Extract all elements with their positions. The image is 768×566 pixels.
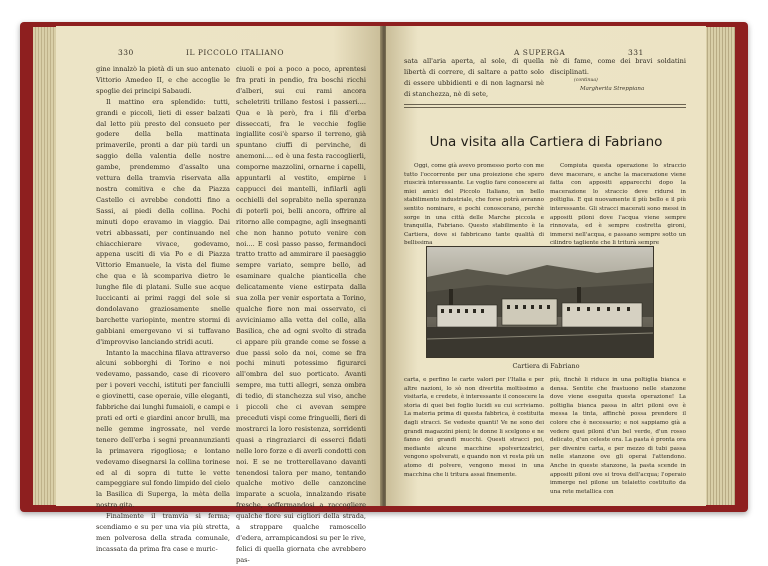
- left-page: [56, 26, 382, 564]
- paragraph: ciuoli e poi a poco a poco, aprentesi fra prati in pendio, fra boschi ricchi d'alberi, sui cui rami ancora scheletriti trillano festosi i passeri.... Qua e là però, fra i fili d'erba disseccati, fra le vecchie foglie ingiallite cosi'è sparso il terreno, già spuntano ciuffi di pervinche, di anemoni.... ed è una festa raccoglierli, comporne mazzolini, ornarne i capelli, appuntarli al vestito, empirne i cappucci dei mantelli, infilarli agli occhielli del soprabito nella speranza di poterli poi, belli ancora, offrire al ritorno alle compagne, agli insegnanti che non hanno potuto venire con noi.... E così passo passo, fermandoci tratto tratto ad ammirare il paesaggio sempre variato, sempre bello, ad esaminare qualche pianticella che delicatamente viene estirpata dalla sua zolla per venir esportata a Torino, qualche fiore non mai osservato, ci avviciniamo alla vetta del colle, alla Basilica, che ad ogni svolto di strada ci appare più grande come se fosse a due passi solo da noi, come se fra pochi minuti potessimo figurarci all'ombra del suo porticato. Avanti sempre, ma tutti allegri, senza ombra di tedio, di stanchezza sul viso, anche i piccoli che ci avevan sempre preceduti vispi come fringuelli, fieri di mostrarci la loro resistenza, sorridenti quasi a ringraziarci di esserci fidati nelle loro forze e di averli condotti con noi. E se ne trotterellavano davanti tenendosi talora per mano, tentando qualche motivo delle canzoncine imparate a scuola, innalzando risate fresche, soffermandosi a raccogliere qualche fiore sui cigliori della strada, a strappare qualche ramoscello d'edera, arrampicandosi su per le rive, felici di quella giornata che avrebbero pas-: [236, 65, 366, 564]
- right-running-head: A SUPERGA: [514, 48, 566, 57]
- left-column-2: [236, 64, 366, 566]
- right-page: [386, 26, 706, 506]
- right-page-edges: [705, 27, 735, 505]
- article-title: Una visita alla Cartiera di Fabriano: [429, 134, 663, 150]
- continues-note: (continua): [574, 78, 598, 83]
- left-column-1: [96, 64, 230, 555]
- factory-illustration: [427, 247, 653, 357]
- right-page-number: 331: [628, 48, 644, 57]
- paragraph: Il mattino era splendido: tutti, grandi e piccoli, lieti di esser balzati dal letto più presto del consueto per godere della bella mattinata primaverile, pronti a dar più tardi un saggio della valentia delle nostre gambe, prendemmo d'assalto una vettura della tramvia riservata alla nostra comitiva e che da Piazza Castello ci avrebbe condotti fino a Sassi, ai piedi della collina. Pochi minuti dopo eravamo in viaggio. Dai vetri abbassati, per continuando nel chiacchierare vivace, godevamo, appena usciti di via Po e di Piazza Vittorio Emanuele, la vista del fiume che qua e là scompariva dietro le lunghe file di platani. Sulle sue acque luccicanti ai primi raggi del sole si dondolavano graziosamente snelle barchette variopinte, mentre stormi di gabbiani emergevano vi si tuffavano d'improvviso lanciando stridi acuti.: [96, 97, 230, 346]
- left-running-head: IL PICCOLO ITALIANO: [186, 48, 285, 57]
- article-body-col2: più, finchè li riduce in una poltiglia bianca e densa. Sentite che frastuono nelle stanzone dove viene eseguita questa operazione! La poltiglia bianca passa in altri piloni ove è messa la tinta, affinchè possa prendere il colore che è necessario; e noi sappiamo già a vedere quei piloni d'un bel verde, d'un rosso delicato, d'un celeste ora. La pasta è pronta ora per divenire carta, e per mezzo di tubi passa nelle stanzone ove gli operai l'attendono. Anche in queste stanzone, la pasta scende in appositi piloni ove si trova dell'acqua; l'operaio immerge nel pilone un telaietto costituito da una rete metallica con: [550, 377, 686, 495]
- story-ending-col1: sata all'aria aperta, al sole, di quella libertà di correre, di saltare a patto solo di essere ubbidienti e di non lagnarsi nè di stanchezza, nè di sete,: [404, 57, 544, 98]
- divider: [404, 104, 686, 105]
- article-intro-col1: Oggi, come già avevo promesso porto con me tutto l'occorrente per una proiezione che spero riuscirà interessante. Le voglio fare conoscere ai miei amici del Piccolo Italiano, un bello stabilimento industriale, che forse potrà avranno sentito nominare, e pochi conoscerano, perchè sorge in una città delle Marche piccola e tranquilla, Fabriano. Questo stabilimento è la Cartiera, dove si fabbricano tante qualità di bellissima: [404, 163, 544, 247]
- author-signature: Margherita Streppiana: [580, 86, 645, 92]
- factory-photo: [426, 246, 654, 358]
- story-ending-col2: nè di fame, come dei bravi soldatini disciplinati.: [550, 57, 686, 76]
- divider: [404, 107, 686, 108]
- paragraph: gine innalzò la pietà di un suo antenato Vittorio Amedeo II, e che accoglie le spoglie dei principi Sabaudi.: [96, 65, 230, 95]
- paragraph: Intanto la macchina filava attraverso alcuni sobborghi di Torino e noi vedevamo, passando, case di ricovero per i poveri vecchi, istituti per fanciulli e giovinetti, case operaie, ville eleganti, fabbriche dai lunghi fumaioli, e campi e prati ed orti e giardini ancor brulli, ma nelle gemme ingrossate, nel verde tenero dell'erba i segni preannunzianti la primavera rigogliosa; e lontano vedevamo disegnarsi la collina torinese ed al di sopra di tutte le vette campeggiare sul fondo limpido del cielo la Basilica di Superga, la mèta della nostra gita.: [96, 348, 230, 510]
- photo-caption: Cartiera di Fabriano: [512, 362, 580, 370]
- left-page-number: 330: [118, 48, 134, 57]
- paragraph: Finalmente il tramvia si ferma; scendiamo e su per una via più stretta, men polverosa della strada comunale, incassata da prima fra case e muric-: [96, 512, 230, 553]
- article-intro-col2: Compiuta questa operazione lo straccio deve macerare, e anche la macerazione viene fatta con appositi apparecchi dopo la macerazione lo straccio deve ridursi in poltiglia. E qui nuovamente il più bello e il più interessante. Gli stracci macerati sono messi in appositi piloni dove l'acqua viene sempre rinnovata, ed è sempre costretta gironi, immersi nell'acqua, e passano sempre sotto un cilindro tagliente che li triturà sempre: [550, 163, 686, 247]
- article-body-col1: carta, e perfino le carte valori per l'Italia e per altre nazioni, lo sò non divertita moltissimo a visitarla, e credete, è interessante il conoscere la storia di quei bei foglio lucidi su cui scriviamo. La materia prima di questa fabbrica, è costituita dagli stracci. Se vedeste quanti! Ve ne sono dei grandi magazzini pieni; le donne li scelgono e ne fanno dei grandi mucchi. Questi stracci poi, mediante alcune macchine spolverizzatrici, vengono spolverati, e quando non vi resta più un atomo di polvere, vengono messi in una macchina che li tritura assai finemente.: [404, 377, 544, 478]
